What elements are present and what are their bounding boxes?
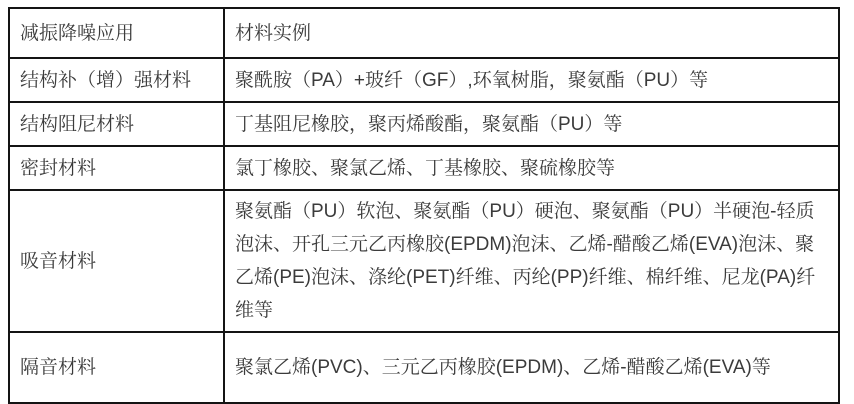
table-row-sealing [9, 146, 839, 190]
damping-materials-table [8, 7, 840, 404]
application-cell: 结构补（增）强材料 [9, 58, 224, 102]
application-cell: 吸音材料 [9, 190, 224, 332]
application-cell: 隔音材料 [9, 332, 224, 403]
materials-cell: 聚酰胺（PA）+玻纤（GF）,环氧树脂，聚氨酯（PU）等 [224, 58, 839, 102]
materials-cell: 聚氨酯（PU）软泡、聚氨酯（PU）硬泡、聚氨酯（PU）半硬泡-轻质泡沫、开孔三元乙丙橡胶(EPDM)泡沫、乙烯-醋酸乙烯(EVA)泡沫、聚乙烯(PE)泡沫、涤纶(PET)纤维、丙纶(PP)纤维、棉纤维、尼龙(PA)纤维等 [224, 190, 839, 332]
table-row-structural-damping [9, 102, 839, 146]
materials-cell: 丁基阻尼橡胶，聚丙烯酸酯，聚氨酯（PU）等 [224, 102, 839, 146]
table-row-sound-absorption [9, 190, 839, 332]
materials-cell: 氯丁橡胶、聚氯乙烯、丁基橡胶、聚硫橡胶等 [224, 146, 839, 190]
application-cell: 结构阻尼材料 [9, 102, 224, 146]
header-materials-cell: 材料实例 [224, 8, 839, 58]
header-application-cell: 减振降噪应用 [9, 8, 224, 58]
materials-cell: 聚氯乙烯(PVC)、三元乙丙橡胶(EPDM)、乙烯-醋酸乙烯(EVA)等 [224, 332, 839, 403]
table-header-row [9, 8, 839, 58]
materials-table-container [8, 7, 840, 404]
table-row-structural-reinforcement [9, 58, 839, 102]
application-cell: 密封材料 [9, 146, 224, 190]
table-row-sound-insulation [9, 332, 839, 403]
